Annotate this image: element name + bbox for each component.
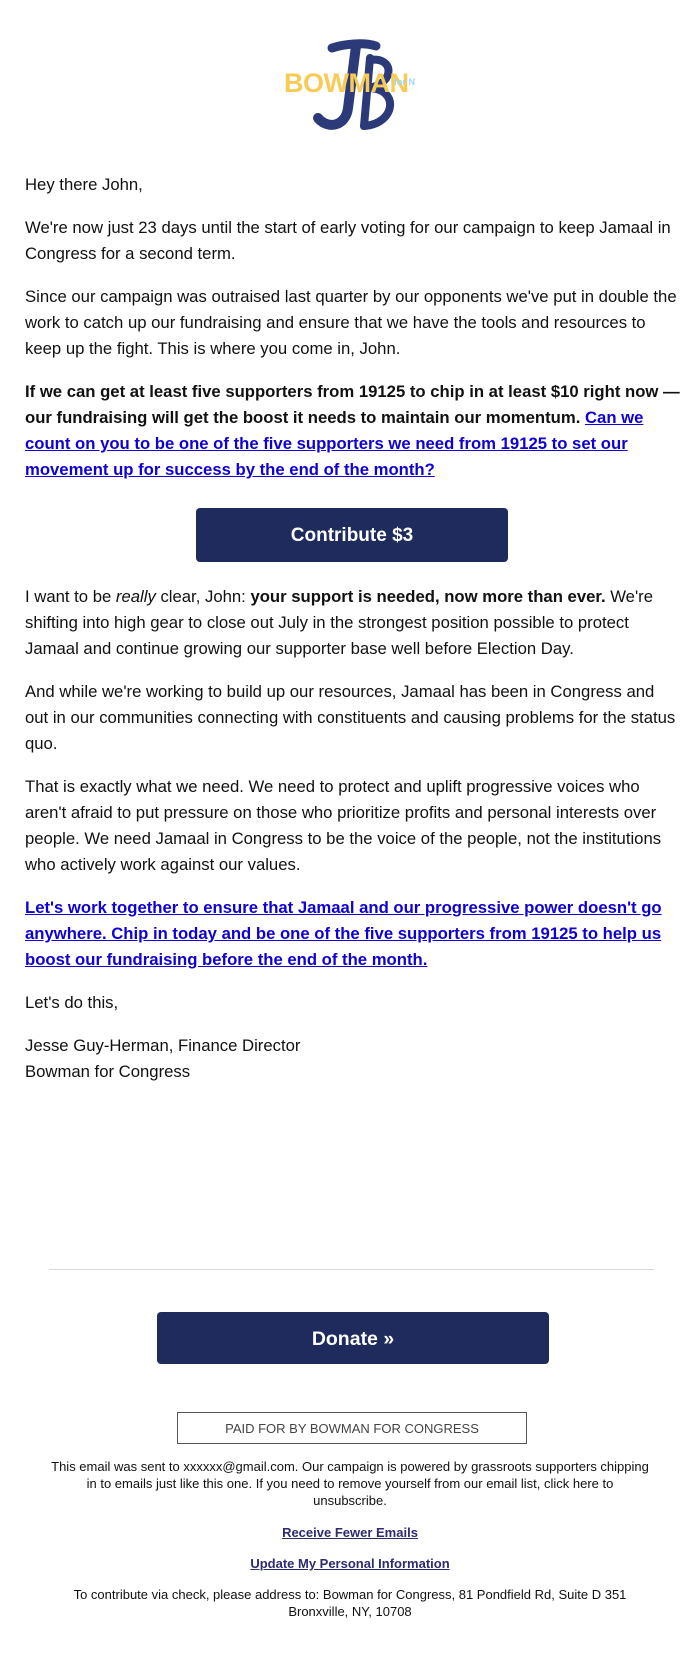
paragraph-early-voting: We're now just 23 days until the start of early voting for our campaign to keep Jamaal in Congress for a second term.	[25, 218, 671, 263]
paragraph-communities: And while we're working to build up our resources, Jamaal has been in Congress and out in our communities connecting with constituents and causing problems for the status quo.	[25, 682, 676, 753]
jb-monogram-logo	[284, 38, 416, 140]
closing: Let's do this,	[25, 993, 119, 1012]
donate-button[interactable]: Donate »	[157, 1312, 549, 1364]
email-body-top	[25, 172, 680, 500]
ask-link[interactable]: Can we count on you to be one of the five supporters we need from 19125 to set our movement up for success by the end of the month?	[25, 408, 644, 479]
support-text-c: We're shifting into high gear to close out July in the strongest position possible to protect Jamaal and continue growing our supporter base well before Election Day.	[25, 587, 653, 658]
support-text-bold: your support is needed, now more than ever.	[250, 587, 606, 606]
paragraph-closing-ask	[25, 895, 680, 973]
paragraph-ask	[25, 379, 680, 483]
greeting: Hey there John,	[25, 175, 143, 194]
signature-name: Jesse Guy-Herman, Finance Director	[25, 1036, 301, 1055]
paragraph-progressive-voices: That is exactly what we need. We need to protect and uplift progressive voices who aren't afraid to put pressure on those who prioritize profits and personal interests over people. We need Jamaal in Congress to be the voice of the people, not the institutions who actively work against our values.	[25, 777, 662, 874]
paragraph-outraised: Since our campaign was outraised last quarter by our opponents we've put in double the work to catch up our fundraising and ensure that we have the tools and resources to keep up the fight. This is where you come in, John.	[25, 287, 677, 358]
paid-for-disclaimer: PAID FOR BY BOWMAN FOR CONGRESS	[177, 1412, 527, 1444]
support-text-italic: really	[115, 587, 156, 606]
support-text-b: clear, John:	[155, 587, 251, 606]
footer-notice: This email was sent to xxxxxx@gmail.com. Our campaign is powered by grassroots supporters chipping in to emails just like this one. If you need to remove yourself from our email list, click here to unsubscribe.	[51, 1459, 649, 1508]
paragraph-support-needed	[25, 584, 680, 662]
logo-wordmark: BOWMAN	[284, 68, 409, 98]
receive-fewer-emails-link[interactable]: Receive Fewer Emails	[282, 1525, 418, 1540]
signature-org: Bowman for Congress	[25, 1062, 191, 1081]
logo-side-text: for N	[394, 77, 415, 87]
update-personal-info-link[interactable]: Update My Personal Information	[250, 1556, 450, 1571]
closing-ask-link[interactable]: Let's work together to ensure that Jamaal and our progressive power doesn't go anywhere. Chip in today and be one of the five supporters from 19125 to help us boost our fundraising before the end of the month.	[25, 898, 662, 969]
email-body-bottom	[25, 584, 680, 1085]
footer-divider	[49, 1269, 654, 1270]
check-address: To contribute via check, please address to: Bowman for Congress, 81 Pondfield Rd, Suite D 351 Bronxville, NY, 10708	[73, 1587, 627, 1619]
support-text-a: I want to be	[25, 587, 116, 606]
campaign-logo	[284, 38, 416, 140]
ask-bold-text: If we can get at least five supporters from 19125 to chip in at least $10 right now — our fundraising will get the boost it needs to maintain our momentum.	[25, 382, 680, 427]
contribute-button[interactable]: Contribute $3	[196, 508, 508, 562]
